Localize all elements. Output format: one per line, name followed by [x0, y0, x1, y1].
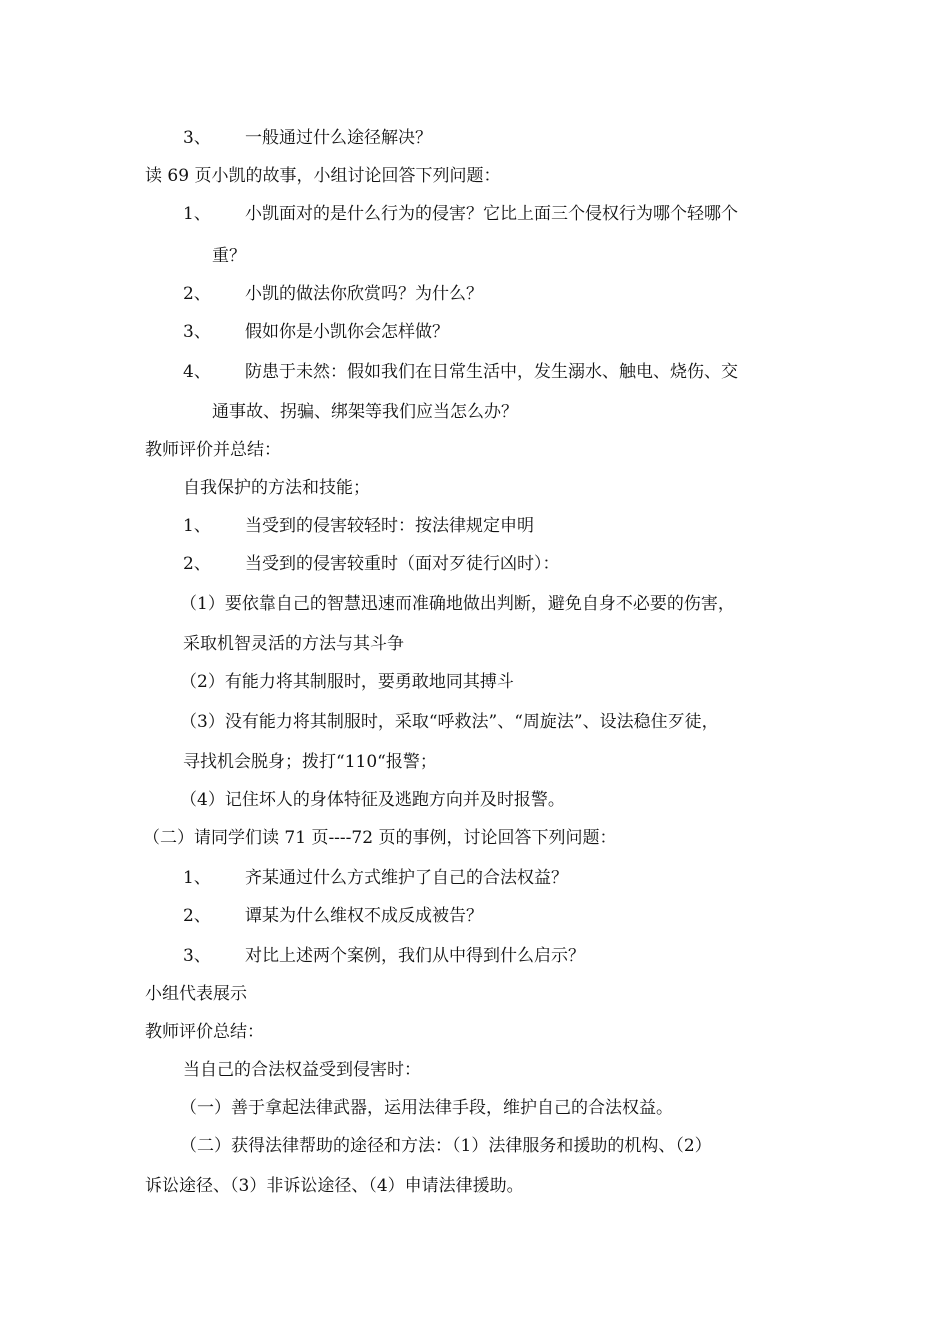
question-text: 防患于未然：假如我们在日常生活中，发生溺水、触电、烧伤、交 [245, 362, 738, 382]
question-number: 1、 [183, 204, 211, 224]
question-number: 3、 [183, 128, 211, 148]
question-text: 谭某为什么维权不成反成被告？ [245, 906, 483, 926]
item-text: 当受到的侵害较重时（面对歹徒行凶时）： [245, 554, 560, 574]
question-text: 小凯面对的是什么行为的侵害？它比上面三个侵权行为哪个轻哪个 [245, 204, 738, 224]
question-text: 小凯的做法你欣赏吗？为什么？ [245, 284, 483, 304]
teacher-summary-heading: 教师评价并总结： [145, 440, 281, 460]
item-number: 2、 [183, 554, 211, 574]
item-text: 当受到的侵害较轻时：按法律规定申明 [245, 516, 534, 536]
question-number: 3、 [183, 946, 211, 966]
group-presentation: 小组代表展示 [145, 984, 247, 1004]
question-text: 假如你是小凯你会怎样做？ [245, 322, 449, 342]
question-number: 3、 [183, 322, 211, 342]
teacher-summary-heading: 教师评价总结： [145, 1022, 264, 1042]
sub-item-text-continued: 采取机智灵活的方法与其斗争 [183, 634, 404, 654]
question-number: 2、 [183, 906, 211, 926]
question-text-continued: 重？ [212, 246, 246, 266]
part-two-intro: （二）请同学们读 71 页----72 页的事例，讨论回答下列问题： [143, 828, 617, 848]
rights-item: （一）善于拿起法律武器，运用法律手段，维护自己的合法权益。 [180, 1098, 673, 1118]
question-text: 对比上述两个案例，我们从中得到什么启示？ [245, 946, 585, 966]
self-protection-heading: 自我保护的方法和技能； [183, 478, 370, 498]
sub-item-text-continued: 寻找机会脱身；拨打“110“报警； [183, 752, 437, 772]
question-text: 一般通过什么途径解决？ [245, 128, 432, 148]
question-text-continued: 通事故、拐骗、绑架等我们应当怎么办？ [212, 402, 518, 422]
question-number: 1、 [183, 868, 211, 888]
rights-item: （二）获得法律帮助的途径和方法：（1）法律服务和援助的机构、（2） [180, 1136, 712, 1156]
rights-item-continued: 诉讼途径、（3）非诉讼途径、（4）申请法律援助。 [145, 1176, 524, 1196]
question-number: 4、 [183, 362, 211, 382]
sub-item-text: （4）记住坏人的身体特征及逃跑方向并及时报警。 [180, 790, 565, 810]
story-intro: 读 69 页小凯的故事，小组讨论回答下列问题： [145, 166, 501, 186]
sub-item-text: （3）没有能力将其制服时，采取“呼救法”、“周旋法”、设法稳住歹徒， [180, 712, 719, 732]
question-number: 2、 [183, 284, 211, 304]
question-text: 齐某通过什么方式维护了自己的合法权益？ [245, 868, 568, 888]
sub-item-text: （1）要依靠自己的智慧迅速而准确地做出判断，避免自身不必要的伤害， [180, 594, 735, 614]
item-number: 1、 [183, 516, 211, 536]
sub-item-text: （2）有能力将其制服时，要勇敢地同其搏斗 [180, 672, 514, 692]
rights-heading: 当自己的合法权益受到侵害时： [183, 1060, 421, 1080]
